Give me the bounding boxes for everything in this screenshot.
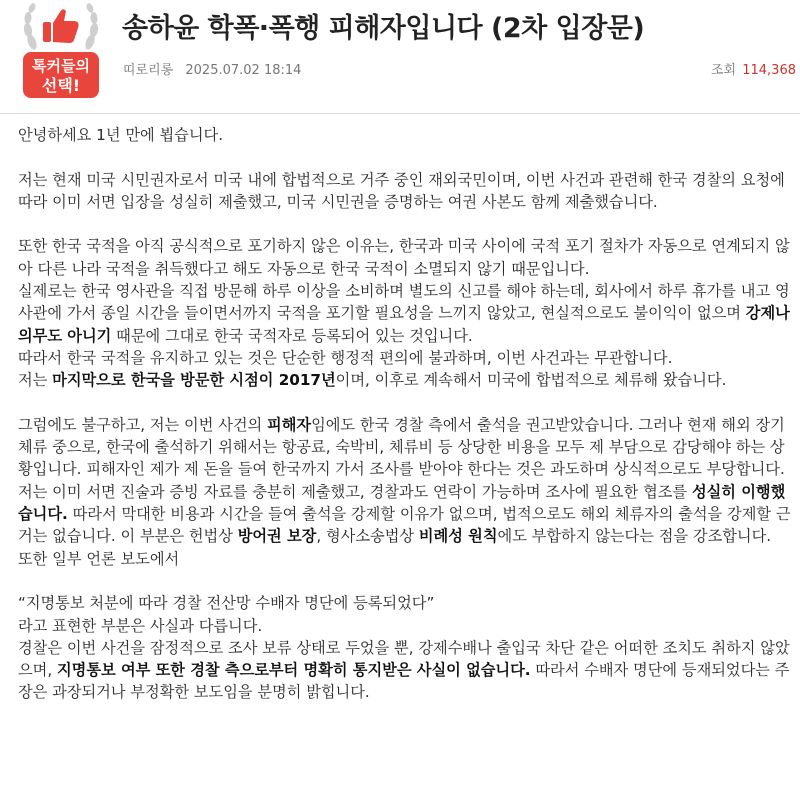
post-meta [123, 59, 301, 78]
post-header [0, 0, 800, 112]
header-divider [0, 113, 800, 114]
emphasis: 마지막으로 한국을 방문한 시점이 2017년 [52, 371, 336, 390]
view-count-label: 조회 [710, 63, 737, 78]
paragraph: 또한 일부 언론 보도에서 [18, 549, 180, 568]
badge-line1: 톡커들의 [32, 57, 90, 75]
emphasis: 성실히 이행했습니다. [18, 482, 786, 524]
paragraph: 라고 표현한 부분은 사실과 다릅니다. [18, 616, 263, 635]
emphasis: 피해자 [267, 415, 312, 434]
paragraph: 그럼에도 불구하고, 저는 이번 사건의 피해자임에도 한국 경찰 측에서 출석을 권고받았습니다. 그러나 현재 해외 장기 체류 중으로, 한국에 출석하기 위해서는 항공료, 숙박비, 체류비 등 상당한 비용을 모두 제 부담으로 감당해야 하는 상황입니다. 피해자인 제가 제 돈을 들여 한국까지 가서 조사를 받아야 한다는 것은 과도하며 상식적으로도 부당합니다. [18, 415, 785, 479]
toker-choice-badge-icon [18, 2, 104, 100]
post-title: 송하윤 학폭·폭행 피해자입니다 (2차 입장문) [122, 13, 645, 44]
emphasis: 비례성 원칙 [418, 527, 498, 546]
emphasis: 강제나 의무도 아니기 [18, 304, 790, 345]
paragraph: 경찰은 이번 사건을 잠정적으로 조사 보류 상태로 두었을 뿐, 강제수배나 출입국 차단 같은 어떠한 조치도 취하지 않았으며, 지명통보 여부 또한 경찰 측으로부터 명확히 통지받은 사실이 없습니다. 따라서 수배자 명단에 등재되었다는 주장은 과장되거나 부정확한 보도임을 분명히 밝힙니다. [18, 638, 790, 702]
emphasis: 방어권 보장 [237, 527, 317, 546]
quote: “지명통보 처분에 따라 경찰 전산망 수배자 명단에 등록되었다” [18, 594, 435, 613]
post-body [18, 124, 798, 704]
paragraph: 따라서 한국 국적을 유지하고 있는 것은 단순한 행정적 편의에 불과하며, 이번 사건과는 무관합니다. [18, 348, 673, 367]
paragraph: 안녕하세요 1년 만에 뵙습니다. [18, 126, 224, 144]
view-count [711, 59, 796, 78]
emphasis: 지명통보 여부 또한 경찰 측으로부터 명확히 통지받은 사실이 없습니다. [57, 661, 531, 680]
paragraph: 또한 한국 국적을 아직 공식적으로 포기하지 않은 이유는, 한국과 미국 사이에 국적 포기 절차가 자동으로 연계되지 않아 다른 나라 국적을 취득했다고 해도 자동으로 한국 국적이 소멸되지 않기 때문입니다. [18, 237, 790, 278]
post-author[interactable]: 띠로리롱 [123, 63, 174, 78]
paragraph: 실제로는 한국 영사관을 직접 방문해 하루 이상을 소비하며 별도의 신고를 해야 하는데, 회사에서 하루 휴가를 내고 영사관에 가서 종일 시간을 들이면서까지 국적을 포기할 필요성을 느끼지 않았고, 현실적으로도 불이익이 없으며 강제나 의무도 아니기 때문에 그대로 한국 국적자로 등록되어 있는 것입니다. [18, 282, 790, 345]
badge-line2: 선택! [41, 76, 81, 95]
view-count-value: 114,368 [742, 63, 796, 78]
paragraph: 저는 현재 미국 시민권자로서 미국 내에 합법적으로 거주 중인 재외국민이며, 이번 사건과 관련해 한국 경찰의 요청에 따라 이미 서면 입장을 성실히 제출했고, 미국 시민권을 증명하는 여권 사본도 함께 제출했습니다. [18, 170, 785, 211]
paragraph: 저는 마지막으로 한국을 방문한 시점이 2017년이며, 이후로 계속해서 미국에 합법적으로 체류해 왔습니다. [18, 371, 727, 390]
post-datetime: 2025.07.02 18:14 [185, 63, 302, 78]
paragraph: 저는 이미 서면 진술과 증빙 자료를 충분히 제출했고, 경찰과도 연락이 가능하며 조사에 필요한 협조를 성실히 이행했습니다. 따라서 막대한 비용과 시간을 들여 출석을 강제할 이유가 없으며, 법적으로도 해외 체류자의 출석을 강제할 근거는 없습니다. 이 부분은 헌법상 방어권 보장, 형사소송법상 비례성 원칙에도 부합하지 않는다는 점을 강조합니다. [18, 482, 791, 546]
